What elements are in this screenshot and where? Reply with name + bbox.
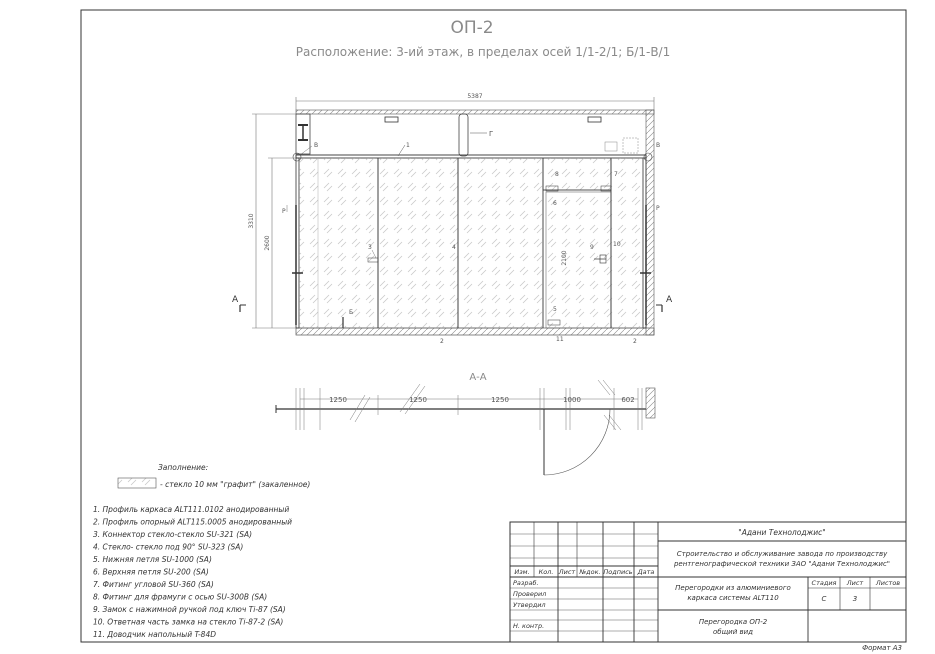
tb-role-razrab: Разраб.	[513, 579, 539, 587]
tb-header-kol: Кол.	[538, 568, 554, 576]
tb-role-nkontr: Н. контр.	[513, 622, 545, 630]
callout-5: 5	[553, 306, 557, 313]
legend	[118, 463, 310, 489]
section-mark-right: А	[666, 295, 673, 305]
door-swing-arc	[544, 409, 610, 475]
tb-system-2: каркаса системы ALT110	[687, 594, 779, 602]
ceiling-light-1	[385, 117, 398, 122]
title-block-text	[513, 528, 902, 652]
part-2: 2. Профиль опорный ALT115.0005 анодированный	[93, 517, 293, 527]
svg-text:Р: Р	[282, 208, 286, 215]
tb-sheet-header: Лист	[846, 579, 864, 587]
dim-glass-height: 2600	[264, 235, 271, 251]
callout-1: 1	[406, 142, 410, 149]
callout-9: 9	[590, 244, 594, 251]
tb-company: "Адани Технолоджис"	[738, 528, 826, 537]
ceiling-slab	[296, 110, 654, 114]
tb-sheet-title-2: общий вид	[712, 628, 754, 636]
callout-6: 6	[553, 200, 557, 207]
tb-system-1: Перегородки из алюминиевого	[675, 584, 791, 592]
tb-role-utverdil: Утвердил	[513, 601, 546, 609]
tb-sheet-title-1: Перегородка ОП-2	[698, 618, 768, 626]
part-6: 6. Верхняя петля SU-200 (SA)	[93, 567, 209, 577]
svg-text:Р: Р	[656, 205, 660, 212]
part-9: 9. Замок с нажимной ручкой под ключ Ti-87 (SA)	[93, 605, 286, 614]
section-mark-left: А	[232, 295, 239, 305]
callout-8: 8	[555, 171, 559, 178]
callout-b-left: Б	[349, 309, 354, 316]
section-dim-4: 1000	[563, 396, 581, 404]
parts-list	[93, 505, 292, 639]
part-7: 7. Фитинг угловой SU-360 (SA)	[93, 580, 214, 589]
glass-panel-1	[299, 158, 378, 328]
callout-v-right: В	[656, 142, 661, 149]
glass-panel-2	[378, 158, 458, 328]
glass-transom	[543, 158, 611, 190]
section-wall	[646, 388, 655, 418]
dim-overall-height: 3310	[248, 213, 255, 229]
right-wall	[646, 110, 654, 335]
section-dim-2: 1250	[409, 396, 427, 404]
section-view	[276, 372, 655, 475]
tb-header-ndok: №док.	[579, 568, 601, 576]
part-10: 10. Ответная часть замка на стекло Ti-87-2 (SA)	[93, 617, 284, 627]
section-title: А-А	[469, 372, 487, 383]
part-1: 1. Профиль каркаса ALT111.0102 анодированный	[93, 505, 290, 514]
dim-overall-width: 5387	[467, 93, 483, 100]
callout-2-left: 2	[440, 338, 444, 345]
floor-slab	[296, 328, 654, 335]
glass-panel-3	[458, 158, 543, 328]
tb-sheets-header: Листов	[875, 579, 901, 587]
tb-header-list: Лист	[558, 568, 576, 576]
part-4: 4. Стекло- стекло под 90° SU-323 (SA)	[93, 542, 244, 552]
callout-10: 10	[613, 241, 621, 248]
tb-stage-header: Стадия	[811, 579, 837, 587]
ceiling-vent	[623, 138, 638, 153]
callout-4: 4	[452, 244, 456, 251]
part-3: 3. Коннектор стекло-стекло SU-321 (SA)	[93, 530, 253, 539]
elevation-view	[232, 93, 673, 345]
tb-header-izm: Изм.	[514, 568, 530, 576]
callout-3: 3	[368, 244, 372, 251]
legend-item-glass: - стекло 10 мм "графит" (закаленное)	[160, 480, 311, 489]
tb-role-proveril: Проверил	[513, 590, 547, 598]
tb-project-1: Строительство и обслуживание завода по производству	[676, 550, 888, 558]
tb-header-data: Дата	[637, 568, 655, 576]
drawing-subtitle: Расположение: 3-ий этаж, в пределах осей 1/1-2/1; Б/1-В/1	[295, 45, 671, 59]
section-dim-1: 1250	[329, 396, 347, 404]
part-11: 11. Доводчик напольный T-84D	[93, 630, 216, 639]
callout-2-right: 2	[633, 338, 637, 345]
legend-label: Заполнение:	[158, 463, 209, 472]
section-dim-5: 602	[621, 396, 635, 404]
ceiling-box	[605, 142, 617, 151]
tb-format: Формат А3	[862, 644, 902, 652]
callout-g: Г	[489, 130, 494, 138]
vertical-duct	[459, 114, 468, 156]
dim-door-height: 2100	[561, 250, 568, 266]
tb-stage-value: С	[821, 595, 827, 603]
top-profile	[296, 155, 646, 158]
part-5: 5. Нижняя петля SU-1000 (SA)	[93, 555, 212, 564]
callout-11: 11	[556, 336, 564, 343]
tb-project-2: рентгенографической техники ЗАО "Адани Технолоджис"	[673, 560, 891, 568]
legend-swatch	[118, 478, 156, 488]
drawing-title: ОП-2	[450, 18, 494, 38]
callout-7: 7	[614, 171, 618, 178]
tb-header-podpis: Подпись	[603, 568, 633, 576]
part-8: 8. Фитинг для фрамуги с осью SU-300B (SA)	[93, 592, 268, 602]
callout-v-left: В	[314, 142, 319, 149]
tb-sheet-value: 3	[852, 595, 858, 603]
section-dim-3: 1250	[491, 396, 509, 404]
ceiling-light-2	[588, 117, 601, 122]
